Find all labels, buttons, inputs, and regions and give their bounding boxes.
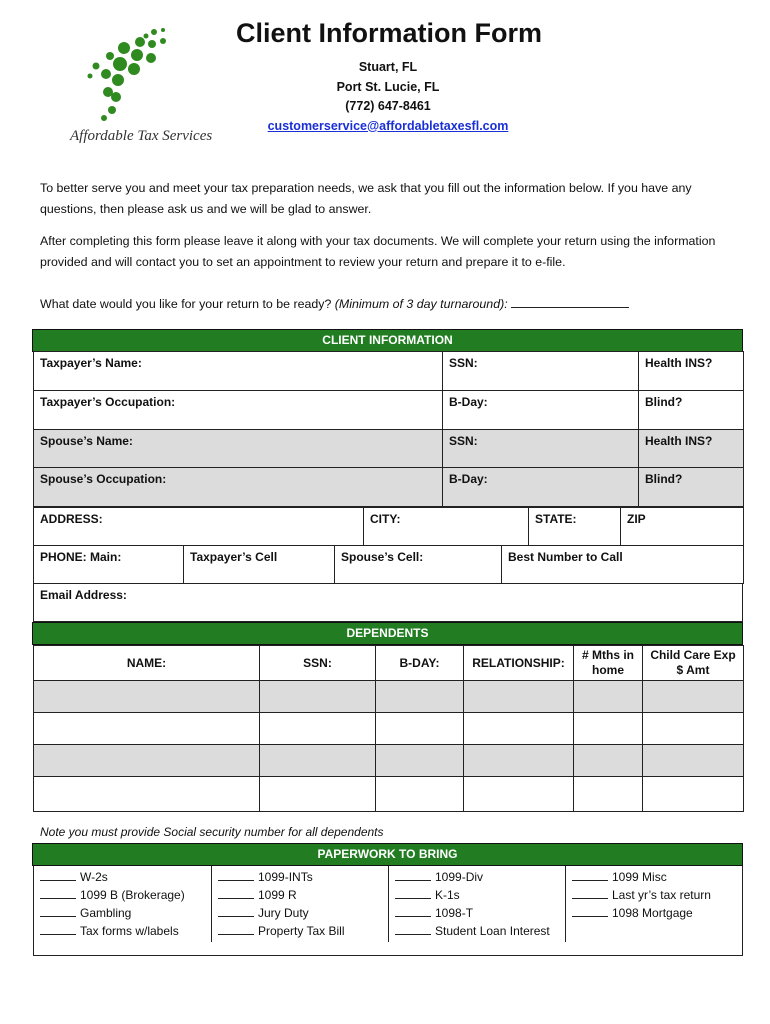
paperwork-item[interactable]: Property Tax Bill: [218, 922, 388, 940]
paperwork-col-4: [566, 866, 742, 942]
paperwork-item[interactable]: Jury Duty: [218, 904, 388, 922]
paperwork-item[interactable]: K-1s: [395, 886, 565, 904]
client-information-table: [33, 351, 744, 507]
state-field[interactable]: STATE:: [529, 508, 621, 546]
taxpayer-ssn-field[interactable]: SSN:: [443, 352, 639, 391]
dependents-note: Note you must provide Social security number for all dependents: [40, 825, 384, 839]
email-link[interactable]: customerservice@affordabletaxesfl.com: [267, 118, 509, 133]
email-address-field[interactable]: Email Address:: [34, 584, 743, 622]
spouse-bday-field[interactable]: B-Day:: [443, 468, 639, 507]
childcare-label-2: $ Amt: [676, 663, 710, 677]
phone-main-field[interactable]: PHONE: Main:: [34, 546, 184, 584]
dependent-row[interactable]: [34, 713, 744, 745]
taxpayer-blind-field[interactable]: Blind?: [639, 391, 744, 430]
city-port-st-lucie: Port St. Lucie, FL: [336, 79, 440, 94]
spouse-health-ins-field[interactable]: Health INS?: [639, 430, 744, 468]
dependents-table: [33, 645, 744, 812]
spouse-cell-field[interactable]: Spouse’s Cell:: [335, 546, 502, 584]
months-label-2: home: [591, 663, 624, 677]
dependents-col-months: [574, 646, 643, 681]
zip-field[interactable]: ZIP: [621, 508, 744, 546]
date-question: [40, 294, 740, 315]
dependents-col-relationship: RELATIONSHIP:: [464, 646, 574, 681]
date-question-text: What date would you like for your return to be ready?: [40, 297, 332, 311]
paperwork-item[interactable]: 1099 B (Brokerage): [40, 886, 211, 904]
paperwork-item[interactable]: Gambling: [40, 904, 211, 922]
childcare-label-1: Child Care Exp: [650, 648, 736, 662]
paperwork-col-3: [389, 866, 566, 942]
address-table: [33, 507, 744, 546]
paperwork-item[interactable]: 1099 Misc: [572, 868, 742, 886]
taxpayer-cell-field[interactable]: Taxpayer’s Cell: [184, 546, 335, 584]
date-field[interactable]: [511, 295, 629, 308]
paperwork-col-1: [34, 866, 212, 942]
paperwork-list: [33, 866, 743, 956]
dependent-row[interactable]: [34, 745, 744, 777]
city-stuart: Stuart, FL: [358, 60, 418, 74]
dependents-col-ssn: SSN:: [260, 646, 376, 681]
form-title: Client Information Form: [236, 18, 542, 48]
spouse-name-field[interactable]: Spouse’s Name:: [34, 430, 443, 468]
logo-text: Affordable Tax Services: [70, 128, 213, 144]
phone-table: [33, 545, 744, 584]
taxpayer-occupation-field[interactable]: Taxpayer’s Occupation:: [34, 391, 443, 430]
dependents-col-bday: B-DAY:: [376, 646, 464, 681]
paperwork-header: PAPERWORK TO BRING: [33, 844, 742, 865]
dependents-col-childcare: [643, 646, 744, 681]
phone-number: (772) 647-8461: [345, 99, 431, 113]
paperwork-item[interactable]: 1099-Div: [395, 868, 565, 886]
taxpayer-bday-field[interactable]: B-Day:: [443, 391, 639, 430]
paperwork-item[interactable]: 1098 Mortgage: [572, 904, 742, 922]
paperwork-item[interactable]: Last yr’s tax return: [572, 886, 742, 904]
spouse-ssn-field[interactable]: SSN:: [443, 430, 639, 468]
spouse-blind-field[interactable]: Blind?: [639, 468, 744, 507]
email-table: [33, 583, 743, 622]
intro-paragraph-1: To better serve you and meet your tax preparation needs, we ask that you fill out the information below. If you have any questions, then please ask us and we will be glad to answer.: [40, 181, 692, 216]
paperwork-item[interactable]: 1098-T: [395, 904, 565, 922]
paperwork-col-2: [212, 866, 389, 942]
dependents-header: DEPENDENTS: [33, 623, 742, 644]
dependent-row[interactable]: [34, 681, 744, 713]
spouse-occupation-field[interactable]: Spouse’s Occupation:: [34, 468, 443, 507]
dependent-row[interactable]: [34, 777, 744, 812]
date-question-note: (Minimum of 3 day turnaround):: [334, 297, 508, 311]
intro-paragraph-2: After completing this form please leave it along with your tax documents. We will complete your return using the information provided and will contact you to set an appointment to review your return and prepare it to e-file.: [40, 234, 716, 269]
best-number-field[interactable]: Best Number to Call: [502, 546, 744, 584]
months-label-1: # Mths in: [581, 648, 634, 662]
paperwork-item[interactable]: 1099-INTs: [218, 868, 388, 886]
dependents-col-name: NAME:: [34, 646, 260, 681]
paperwork-item[interactable]: 1099 R: [218, 886, 388, 904]
paperwork-item[interactable]: Tax forms w/labels: [40, 922, 211, 940]
paperwork-item[interactable]: W-2s: [40, 868, 211, 886]
taxpayer-health-ins-field[interactable]: Health INS?: [639, 352, 744, 391]
contact-block: [236, 58, 540, 136]
address-field[interactable]: ADDRESS:: [34, 508, 364, 546]
paperwork-item[interactable]: Student Loan Interest: [395, 922, 565, 940]
taxpayer-name-field[interactable]: Taxpayer’s Name:: [34, 352, 443, 391]
client-information-header: CLIENT INFORMATION: [33, 330, 742, 351]
city-field[interactable]: CITY:: [364, 508, 529, 546]
